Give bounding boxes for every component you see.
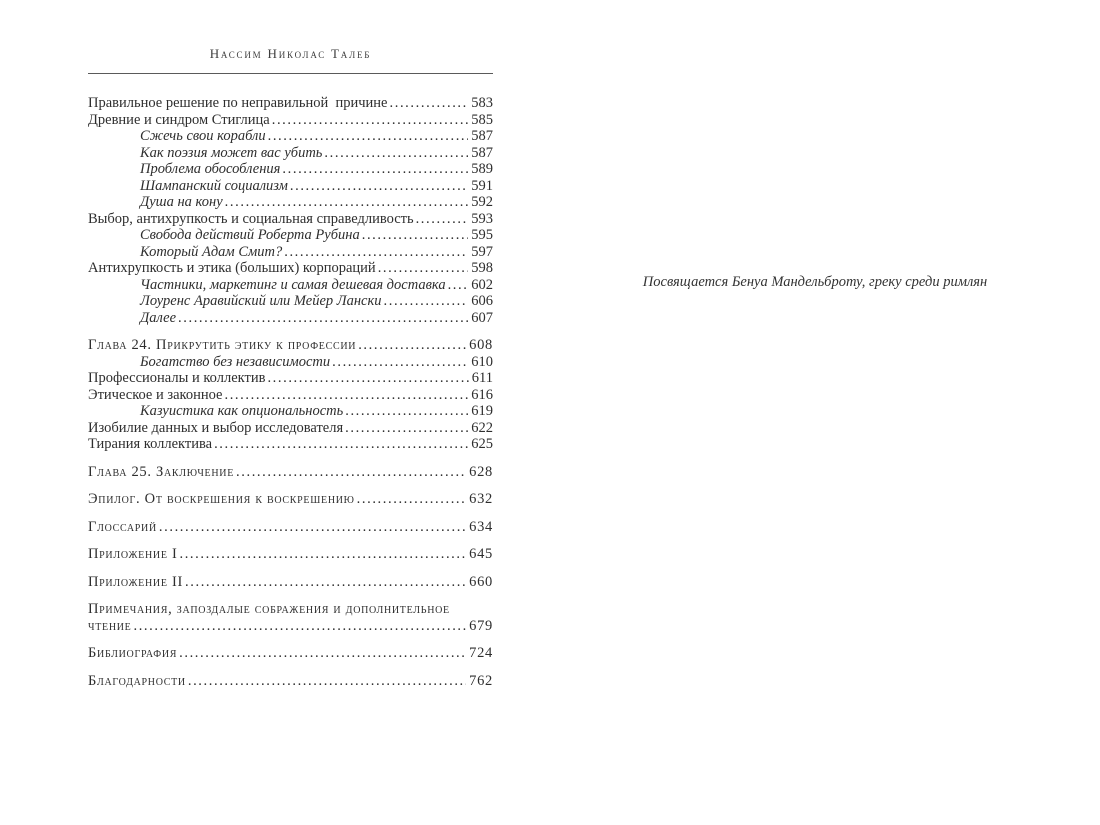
toc-entry (88, 403, 493, 420)
toc-entry-page-number: 660 (469, 573, 493, 590)
toc-entry-label: Приложение I (88, 546, 178, 562)
toc-entry (88, 491, 493, 508)
toc-entry-row (88, 519, 493, 536)
toc-entry-page-number: 762 (469, 672, 493, 689)
toc-entry-page-number: 598 (471, 260, 493, 276)
toc-entry-row (88, 178, 493, 195)
toc-entry (88, 194, 493, 211)
toc-entry-label: Который Адам Смит? (140, 243, 283, 260)
toc-entry-row (88, 337, 493, 354)
toc-entry (88, 128, 493, 145)
toc-entry-label: Лоуренс Аравийский или Мейер Лански (140, 293, 382, 309)
toc-entry-label: Глава 24. Прикрутить этику к профессии (88, 337, 357, 353)
toc-entry-page-number: 724 (469, 645, 493, 661)
dot-leader (185, 574, 466, 591)
toc-entry-page-number: 606 (471, 293, 493, 309)
toc-entry-label: Как поэзия может вас убить (140, 144, 323, 161)
dot-leader (384, 293, 469, 310)
dot-leader (345, 403, 468, 420)
toc-entry-row (88, 277, 493, 294)
dot-leader (133, 618, 466, 635)
toc-entry (88, 95, 493, 112)
toc-entry (88, 420, 493, 437)
toc-entry-row (88, 491, 493, 508)
dot-leader (448, 277, 469, 294)
toc-entry-row (88, 161, 493, 178)
toc-entry-row (88, 436, 493, 453)
toc-entry-label: Казуистика как опциональность (140, 403, 344, 419)
toc-entry-label: Примечания, запоздалые сображения и дополнительное (88, 601, 450, 617)
toc-entry-label: Душа на кону (140, 194, 223, 210)
toc-entry-label: Профессионалы и коллектив (88, 370, 266, 386)
toc-entry-row (88, 645, 493, 662)
toc-entry-label: Благодарности (88, 672, 186, 689)
toc-entry-page-number: 608 (469, 337, 493, 353)
toc-entry (88, 370, 493, 387)
toc-entry-page-number: 645 (469, 546, 493, 562)
toc-entry (88, 227, 493, 244)
toc-entry-page-number: 634 (469, 518, 493, 535)
toc-entry-label: Этическое и законное (88, 386, 223, 403)
toc-entry-label: чтение (88, 617, 132, 634)
toc-entry-row (88, 95, 493, 112)
right-page (560, 0, 1070, 825)
left-page (88, 46, 493, 689)
toc-entry (88, 260, 493, 277)
toc-entry-page-number: 622 (471, 419, 493, 436)
toc-entry-row (88, 464, 493, 481)
dot-leader (358, 337, 466, 354)
dot-leader (188, 673, 466, 690)
dedication-text: Посвящается Бенуа Мандельброту, греку среди римлян (642, 274, 988, 290)
dot-leader (378, 260, 469, 277)
toc-entry-label: Богатство без независимости (140, 353, 331, 370)
dot-leader (332, 354, 468, 371)
toc-entry-row (88, 354, 493, 371)
dot-leader (290, 178, 468, 195)
toc-entry-page-number: 597 (471, 243, 493, 260)
toc-entry (88, 244, 493, 261)
dot-leader (159, 519, 466, 536)
toc-entry-page-number: 619 (471, 403, 493, 419)
toc-entry (88, 112, 493, 129)
toc-entry (88, 161, 493, 178)
toc-entry (88, 310, 493, 327)
toc-entry-label: Эпилог. От воскрешения к воскрешению (88, 491, 355, 507)
toc-entry (88, 387, 493, 404)
toc-entry-page-number: 587 (471, 128, 493, 144)
toc-entry-page-number: 607 (471, 309, 493, 326)
toc-entry (88, 645, 493, 662)
toc-entry-row (88, 128, 493, 145)
toc-entry (88, 354, 493, 371)
toc-entry-row (88, 387, 493, 404)
toc-entry-label: Правильное решение по неправильной причине (88, 95, 388, 111)
dot-leader (267, 370, 468, 387)
toc-entry-page-number: 625 (471, 436, 493, 452)
toc-entry-row (88, 601, 493, 618)
toc-entry-label: Свобода действий Роберта Рубина (140, 227, 360, 243)
toc-entry-page-number: 628 (469, 463, 493, 480)
toc-entry-row (88, 420, 493, 437)
toc-entry-label: Проблема обособления (140, 161, 281, 177)
dot-leader (282, 161, 468, 178)
toc-entry-page-number: 632 (469, 491, 493, 507)
dot-leader (214, 436, 468, 453)
toc-entry (88, 277, 493, 294)
toc-entry (88, 464, 493, 481)
dot-leader (284, 244, 468, 261)
toc-entry-page-number: 587 (471, 144, 493, 161)
toc-entry-page-number: 591 (471, 177, 493, 194)
toc-entry-page-number: 583 (471, 95, 493, 111)
dot-leader (225, 194, 469, 211)
toc-entry-page-number: 589 (471, 161, 493, 177)
toc-entry-label: Глава 25. Заключение (88, 463, 235, 480)
toc-entry-row (88, 145, 493, 162)
toc-entry (88, 293, 493, 310)
dot-leader (390, 95, 469, 112)
dot-leader (416, 211, 469, 228)
dot-leader (178, 310, 468, 327)
dot-leader (324, 145, 468, 162)
toc-entry-page-number: 592 (471, 194, 493, 210)
toc-entry-label: Шампанский социализм (140, 177, 288, 194)
toc-entry (88, 673, 493, 690)
toc-entry-page-number: 616 (471, 386, 493, 403)
toc-entry-label: Библиография (88, 645, 178, 661)
dot-leader (224, 387, 468, 404)
toc-entry-row (88, 293, 493, 310)
toc-entry-label: Выбор, антихрупкость и социальная справедливость (88, 210, 414, 227)
toc-entry-page-number: 595 (471, 227, 493, 243)
toc-entry-label: Тирания коллектива (88, 436, 213, 452)
toc-entry (88, 178, 493, 195)
toc-entry-page-number: 602 (471, 276, 493, 293)
toc-entry-label: Изобилие данных и выбор исследователя (88, 419, 344, 436)
toc-entry (88, 574, 493, 591)
toc-entry-row (88, 370, 493, 387)
dot-leader (362, 227, 469, 244)
dot-leader (345, 420, 468, 437)
toc-entry (88, 546, 493, 563)
toc-entry-row (88, 227, 493, 244)
toc-entry (88, 211, 493, 228)
dot-leader (179, 645, 466, 662)
toc-entry-row (88, 673, 493, 690)
toc-entry-label: Приложение II (88, 573, 184, 590)
toc-entry (88, 337, 493, 354)
toc-entry-page-number: 585 (471, 111, 493, 128)
toc-entry-row (88, 546, 493, 563)
toc-entry-row (88, 403, 493, 420)
dot-leader (236, 464, 466, 481)
table-of-contents (88, 95, 493, 689)
toc-entry-row (88, 244, 493, 261)
toc-entry-page-number: 610 (471, 353, 493, 370)
toc-entry-label: Глоссарий (88, 518, 157, 535)
toc-entry-label: Далее (140, 309, 177, 326)
toc-entry-label: Частники, маркетинг и самая дешевая доставка (140, 276, 446, 293)
toc-entry-label: Антихрупкость и этика (больших) корпораций (88, 260, 376, 276)
toc-entry-row (88, 260, 493, 277)
toc-entry (88, 519, 493, 536)
toc-entry-row (88, 112, 493, 129)
toc-entry-page-number: 611 (471, 370, 493, 386)
toc-entry-row (88, 194, 493, 211)
dot-leader (179, 546, 466, 563)
toc-entry-page-number: 679 (469, 617, 493, 634)
running-head: Нассим Николас Талеб (209, 46, 372, 61)
toc-entry-row (88, 310, 493, 327)
toc-entry-row (88, 618, 493, 635)
toc-entry-label: Древние и синдром Стиглица (88, 111, 270, 128)
dot-leader (272, 112, 469, 129)
toc-entry-page-number: 593 (471, 210, 493, 227)
toc-entry-label: Сжечь свои корабли (140, 128, 266, 144)
toc-entry-row (88, 211, 493, 228)
dot-leader (268, 128, 469, 145)
toc-entry-row (88, 574, 493, 591)
toc-entry (88, 145, 493, 162)
toc-entry (88, 436, 493, 453)
header-rule (88, 73, 493, 74)
dot-leader (357, 491, 466, 508)
toc-entry (88, 601, 493, 634)
